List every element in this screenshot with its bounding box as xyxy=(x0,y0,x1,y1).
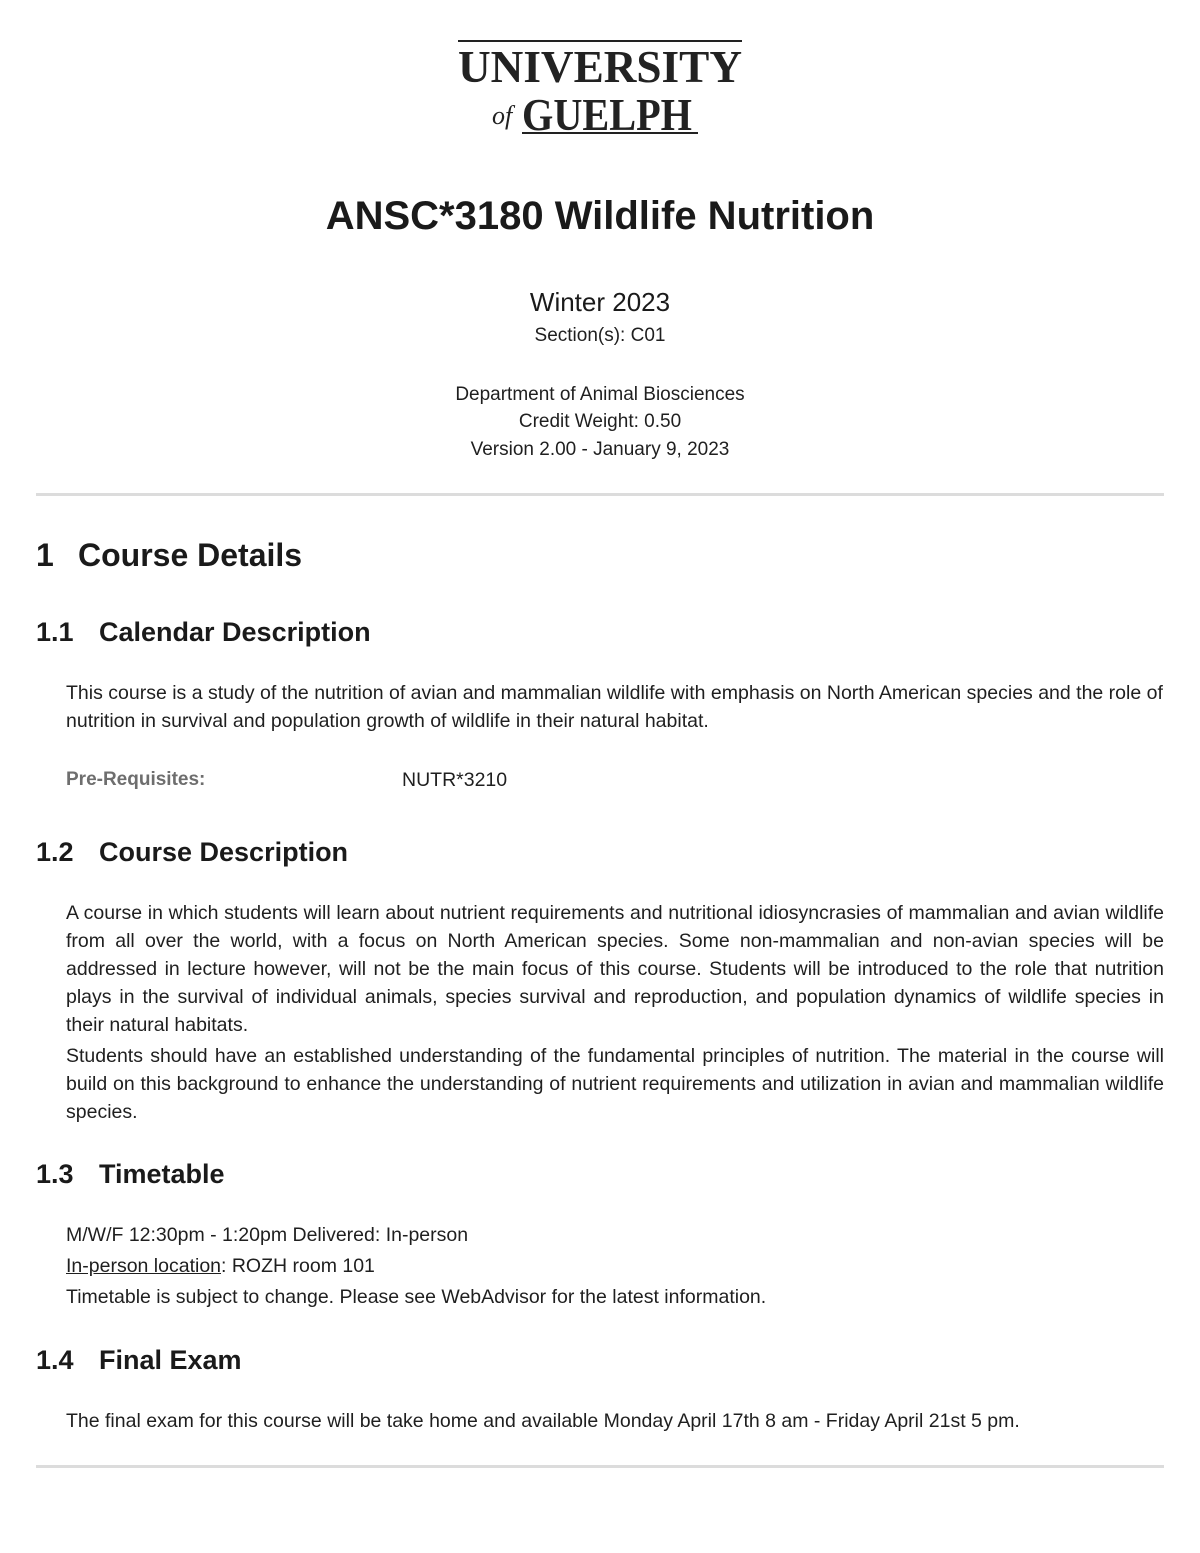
subsection-heading-course-description xyxy=(36,833,348,871)
subsection-title: Course Description xyxy=(99,837,349,867)
version: Version 2.00 - January 9, 2023 xyxy=(470,439,730,460)
svg-text:of: of xyxy=(492,101,513,130)
sections: Section(s): C01 xyxy=(534,325,666,346)
timetable-location xyxy=(66,1251,375,1281)
location-label: In-person location xyxy=(66,1255,222,1277)
svg-text:GUELPH: GUELPH xyxy=(522,89,693,136)
calendar-description-text: This course is a study of the nutrition of avian and mammalian wildlife with emphasis on North American species and the role of nutrition in survival and population growth of wildlife in their natural habitat. xyxy=(66,682,1163,732)
location-value: : ROZH room 101 xyxy=(221,1255,375,1277)
credit-weight: Credit Weight: 0.50 xyxy=(518,411,682,432)
document-title: ANSC*3180 Wildlife Nutrition xyxy=(325,194,875,238)
course-description-paragraph-1: A course in which students will learn about nutrient requirements and nutritional idiosyncrasies of mammalian and avian wildlife from all over the world, with a focus on North American species. Some non-mammalian and non-avian species will be addressed in lecture however, will not be the main focus of this course. Students will be introduced to the role that nutrition plays in the survival of individual animals, species survival and reproduction, and population dynamics of wildlife species in their natural habitats. xyxy=(66,902,1164,1036)
subsection-number: 1.3 xyxy=(36,1159,74,1189)
timetable-note: Timetable is subject to change. Please see WebAdvisor for the latest information. xyxy=(66,1286,767,1308)
university-logo xyxy=(450,36,750,136)
subsection-heading-final-exam xyxy=(36,1341,242,1379)
section-number: 1 xyxy=(36,537,54,573)
svg-text:UNIVERSITY: UNIVERSITY xyxy=(458,41,742,92)
divider xyxy=(36,1465,1164,1468)
department: Department of Animal Biosciences xyxy=(455,384,745,405)
timetable-schedule: M/W/F 12:30pm - 1:20pm Delivered: In-person xyxy=(66,1224,469,1246)
university-of-guelph-wordmark xyxy=(450,36,750,136)
section-title: Course Details xyxy=(78,537,303,573)
section-heading-course-details xyxy=(36,532,302,578)
final-exam-text: The final exam for this course will be take home and available Monday April 17th 8 am - Friday April 21st 5 pm. xyxy=(66,1410,1020,1432)
subsection-title: Calendar Description xyxy=(99,617,371,647)
term: Winter 2023 xyxy=(529,287,671,317)
subsection-title: Timetable xyxy=(99,1159,225,1189)
prerequisites-value: NUTR*3210 xyxy=(402,769,508,791)
subsection-title: Final Exam xyxy=(99,1345,242,1375)
course-description-paragraph-2: Students should have an established understanding of the fundamental principles of nutrition. The material in the course will build on this background to enhance the understanding of nutrient requirements and utilization in avian and mammalian wildlife species. xyxy=(66,1045,1164,1123)
subsection-heading-calendar-description xyxy=(36,613,371,651)
subsection-heading-timetable xyxy=(36,1155,225,1193)
divider xyxy=(36,493,1164,496)
subsection-number: 1.1 xyxy=(36,617,74,647)
subsection-number: 1.4 xyxy=(36,1345,74,1375)
prerequisites-label: Pre-Requisites: xyxy=(66,769,206,790)
subsection-number: 1.2 xyxy=(36,837,74,867)
